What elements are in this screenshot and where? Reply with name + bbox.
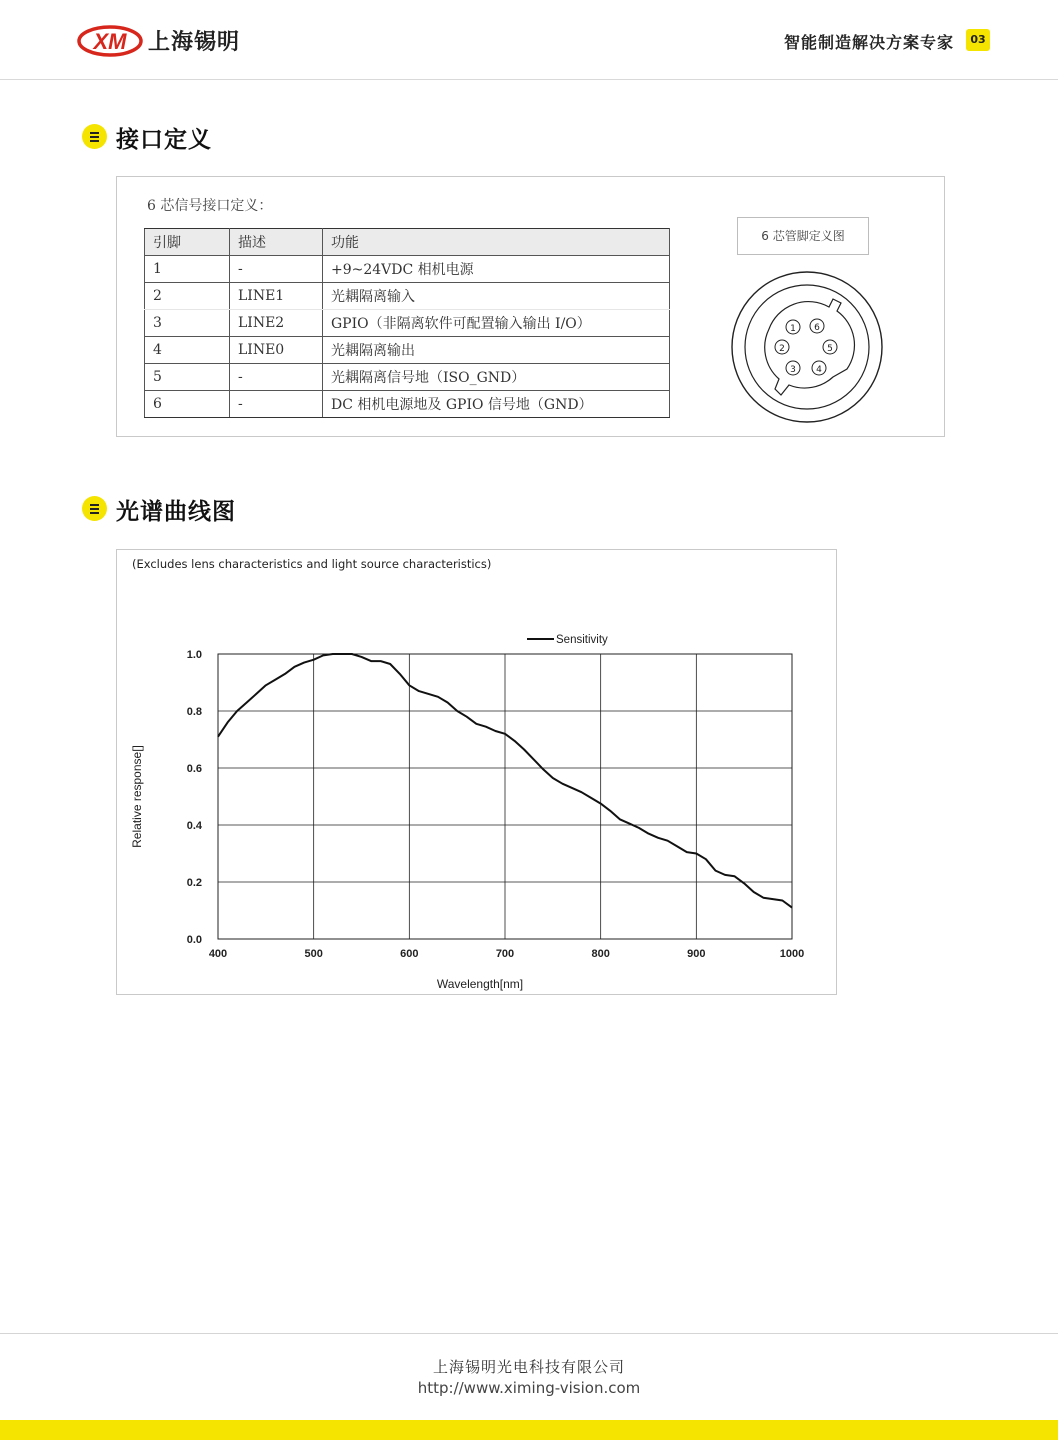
- section-title: 接口定义: [116, 127, 212, 153]
- function-cell: +9~24VDC 相机电源: [323, 256, 670, 283]
- xm-logo-icon: [77, 24, 143, 58]
- y-tick-label: 1.0: [186, 649, 202, 661]
- function-cell: GPIO（非隔离软件可配置输入输出 I/O）: [323, 310, 670, 337]
- header-slogan: 智能制造解决方案专家: [783, 33, 954, 52]
- footer-accent-bar: [0, 1420, 1058, 1440]
- y-tick-label: 0.0: [186, 934, 202, 946]
- function-cell: 光耦隔离信号地（ISO_GND）: [323, 364, 670, 391]
- table-row: [145, 364, 670, 391]
- menu-bullet-icon: [82, 496, 107, 521]
- pin-1-label: 1: [790, 324, 796, 334]
- pin-cell: 4: [145, 337, 230, 364]
- connector-pinout-diagram: [729, 269, 885, 425]
- desc-cell: -: [230, 364, 323, 391]
- pin-cell: 5: [145, 364, 230, 391]
- spectrum-chart: [117, 550, 836, 994]
- table-row: [145, 256, 670, 283]
- x-tick-label: 500: [304, 948, 323, 960]
- pin-definition-table: [144, 228, 670, 418]
- table-row: [145, 310, 670, 337]
- x-tick-label: 1000: [779, 948, 805, 960]
- pin-4-label: 4: [816, 365, 822, 375]
- x-tick-label: 400: [208, 948, 228, 960]
- table-header-cell: 功能: [323, 229, 670, 256]
- logo-text: 上海锡明: [148, 30, 241, 55]
- desc-cell: -: [230, 391, 323, 418]
- section-title: 光谱曲线图: [116, 499, 236, 525]
- y-tick-label: 0.4: [186, 820, 202, 832]
- table-row: [145, 283, 670, 310]
- footer-website: http://www.ximing-vision.com: [417, 1379, 641, 1397]
- footer-company: 上海锡明光电科技有限公司: [432, 1358, 625, 1376]
- function-cell: DC 相机电源地及 GPIO 信号地（GND）: [323, 391, 670, 418]
- function-cell: 光耦隔离输入: [323, 283, 670, 310]
- table-row: [145, 337, 670, 364]
- x-tick-label: 900: [687, 948, 706, 960]
- svg-text:XM: XM: [93, 29, 127, 54]
- desc-cell: LINE0: [230, 337, 323, 364]
- page-header: [0, 0, 1058, 80]
- pin-cell: 6: [145, 391, 230, 418]
- menu-bullet-icon: [82, 124, 107, 149]
- desc-cell: LINE2: [230, 310, 323, 337]
- pin-cell: 3: [145, 310, 230, 337]
- y-tick-label: 0.8: [186, 706, 202, 718]
- footer-divider: [0, 1333, 1058, 1334]
- table-header-cell: 引脚: [145, 229, 230, 256]
- interface-definition-panel: [116, 176, 945, 437]
- pin-6-label: 6: [814, 323, 820, 333]
- function-cell: 光耦隔离输出: [323, 337, 670, 364]
- pin-2-label: 2: [779, 344, 785, 354]
- pin-diagram-label: 6 芯管脚定义图: [737, 217, 869, 255]
- x-axis-label: Wavelength[nm]: [436, 977, 524, 991]
- y-tick-label: 0.6: [186, 763, 202, 775]
- legend-entry: Sensitivity: [556, 634, 608, 646]
- table-header-cell: 描述: [230, 229, 323, 256]
- pin-cell: 2: [145, 283, 230, 310]
- page-number-badge: 03: [966, 29, 990, 51]
- x-tick-label: 800: [591, 948, 610, 960]
- y-tick-label: 0.2: [186, 877, 202, 889]
- spectrum-chart-panel: [116, 549, 837, 995]
- table-header-row: [145, 229, 670, 256]
- pin-5-label: 5: [827, 344, 833, 354]
- desc-cell: -: [230, 256, 323, 283]
- x-tick-label: 700: [495, 948, 515, 960]
- pin-cell: 1: [145, 256, 230, 283]
- table-row: [145, 391, 670, 418]
- pin-3-label: 3: [790, 365, 796, 375]
- chart-note: (Excludes lens characteristics and light source characteristics): [132, 557, 492, 571]
- y-axis-label: Relative response[]: [130, 745, 144, 848]
- desc-cell: LINE1: [230, 283, 323, 310]
- x-tick-label: 600: [400, 948, 419, 960]
- interface-caption: 6 芯信号接口定义：: [147, 198, 273, 214]
